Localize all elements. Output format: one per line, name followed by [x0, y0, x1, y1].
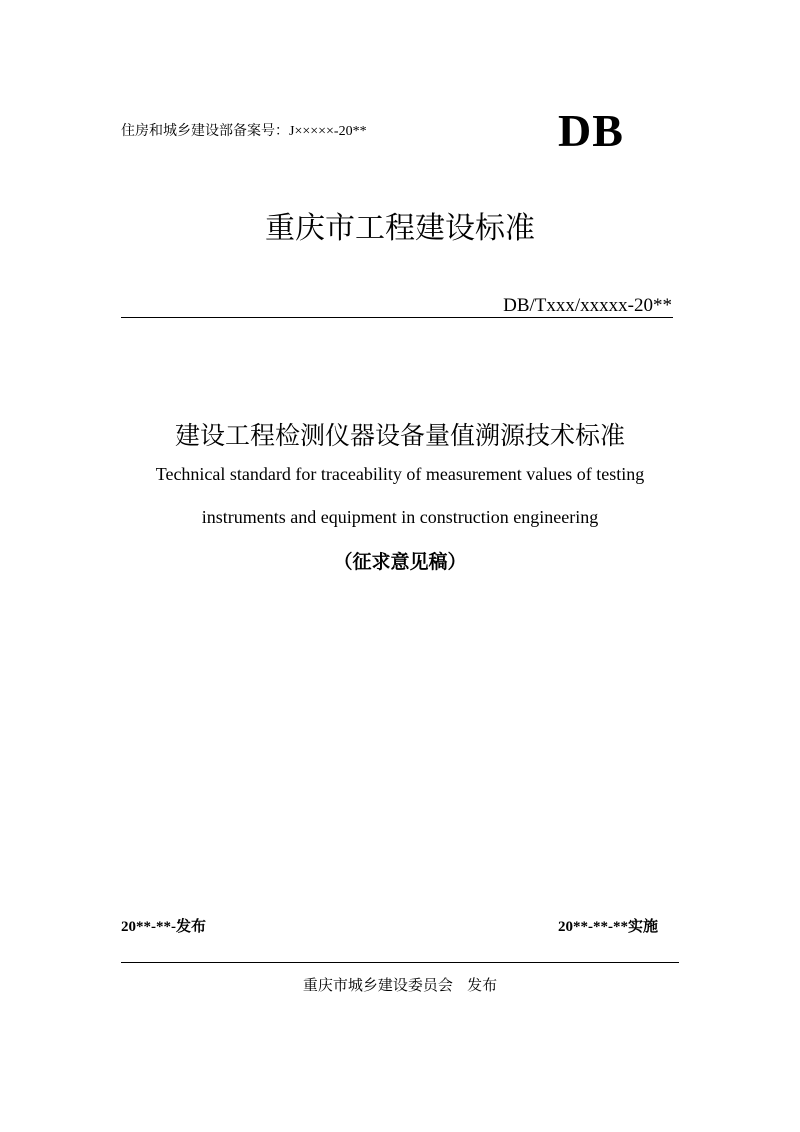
footer-divider [121, 962, 679, 963]
issue-date: 20**-**-发布 [121, 919, 206, 935]
document-title-cn: 建设工程检测仪器设备量值溯源技术标准 [174, 421, 625, 450]
document-title-en-line1: Technical standard for traceability of measurement values of testing [155, 464, 645, 484]
standard-mark: DB [558, 105, 624, 156]
standard-number: DB/Txxx/xxxxx-20** [503, 295, 672, 316]
header-divider [121, 317, 673, 318]
publisher: 重庆市城乡建设委员会 发布 [302, 976, 498, 994]
document-title-en-line2: instruments and equipment in construction engineering [201, 507, 599, 527]
implementation-date: 20**-**-**实施 [558, 919, 658, 935]
filing-number: 住房和城乡建设部备案号：J×××××-20** [121, 124, 367, 139]
draft-status: （征求意见稿） [333, 551, 467, 573]
main-title: 重庆市工程建设标准 [265, 211, 535, 246]
